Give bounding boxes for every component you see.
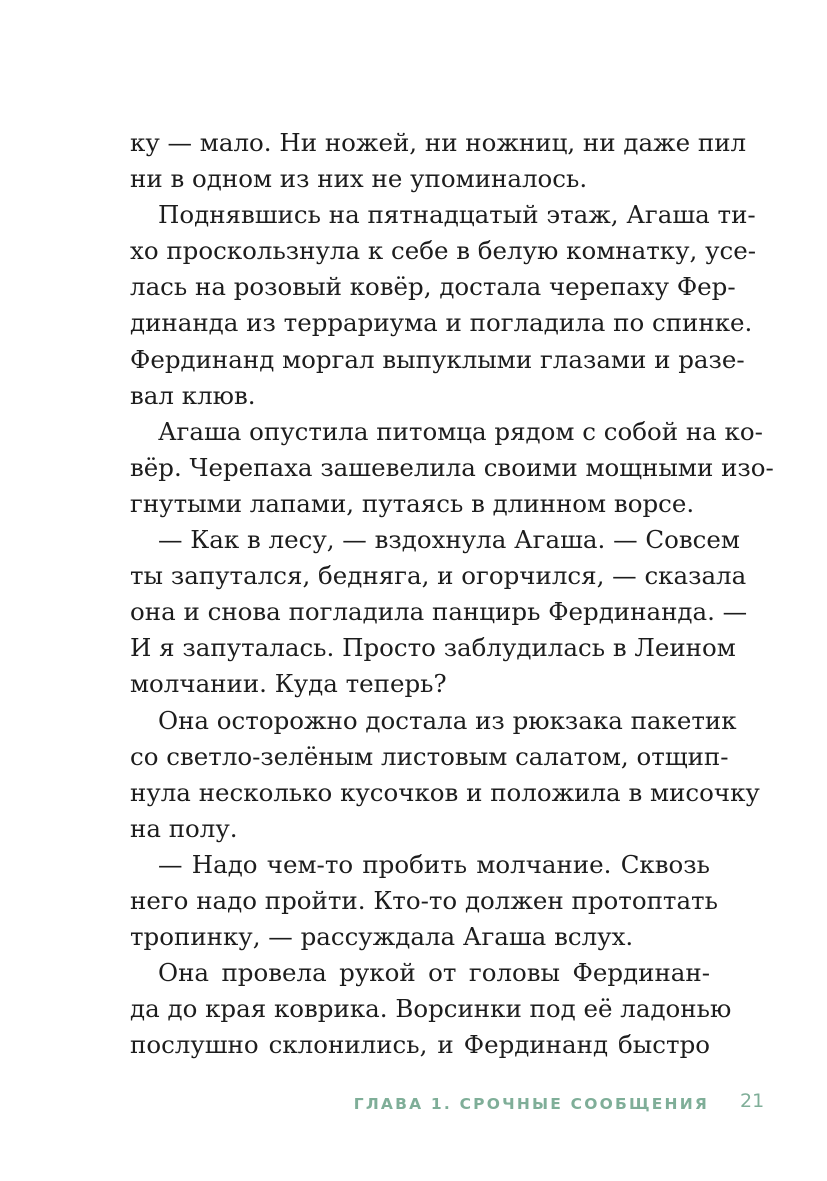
text-line: да до края коврика. Ворсинки под её ладонью — [130, 994, 732, 1024]
text-line: динанда из террариума и погладила по спинке. — [130, 308, 753, 338]
body-text — [130, 125, 774, 1063]
text-line: она и снова погладила панцирь Фердинанда. — — [130, 597, 748, 627]
page-number: 21 — [740, 1090, 765, 1112]
text-line: Поднявшись на пятнадцатый этаж, Агаша ти- — [158, 200, 756, 230]
text-line: нула несколько кусочков и положила в мисочку — [130, 777, 760, 807]
text-line: на полу. — [130, 813, 238, 843]
text-line: Фердинанд моргал выпуклыми глазами и разе- — [130, 344, 745, 374]
text-line: со светло-зелёным листовым салатом, отщип- — [130, 741, 729, 771]
text-line: ни в одном из них не упоминалось. — [130, 164, 588, 194]
text-line: ты запутался, бедняга, и огорчился, — сказала — [130, 561, 747, 591]
text-line: него надо пройти. Кто-то должен протоптать — [130, 885, 718, 915]
running-footer-chapter-title: ГЛАВА 1. СРОЧНЫЕ СООБЩЕНИЯ — [353, 1095, 709, 1113]
text-line: И я запуталась. Просто заблудилась в Леином — [130, 633, 736, 663]
text-line: вёр. Черепаха зашевелила своими мощными изо- — [130, 452, 774, 482]
text-line: тропинку, — рассуждала Агаша вслух. — [130, 922, 634, 952]
text-line: Она провела рукой от головы Фердинан- — [158, 958, 710, 988]
text-line: гнутыми лапами, путаясь в длинном ворсе. — [130, 488, 695, 518]
text-line: — Надо чем-то пробить молчание. Сквозь — [158, 849, 710, 879]
text-line: вал клюв. — [130, 380, 256, 410]
text-line: — Как в лесу, — вздохнула Агаша. — Совсем — [158, 525, 740, 555]
text-line: хо проскользнула к себе в белую комнатку, усе- — [130, 236, 756, 266]
text-line: лась на розовый ковёр, достала черепаху Фер- — [130, 272, 736, 302]
text-line: Агаша опустила питомца рядом с собой на ко- — [158, 416, 763, 446]
text-line: Она осторожно достала из рюкзака пакетик — [158, 705, 737, 735]
text-line: послушно склонились, и Фердинанд быстро — [130, 1030, 710, 1060]
text-line: ку — мало. Ни ножей, ни ножниц, ни даже пил — [130, 128, 747, 157]
text-line: молчании. Куда теперь? — [130, 669, 447, 699]
